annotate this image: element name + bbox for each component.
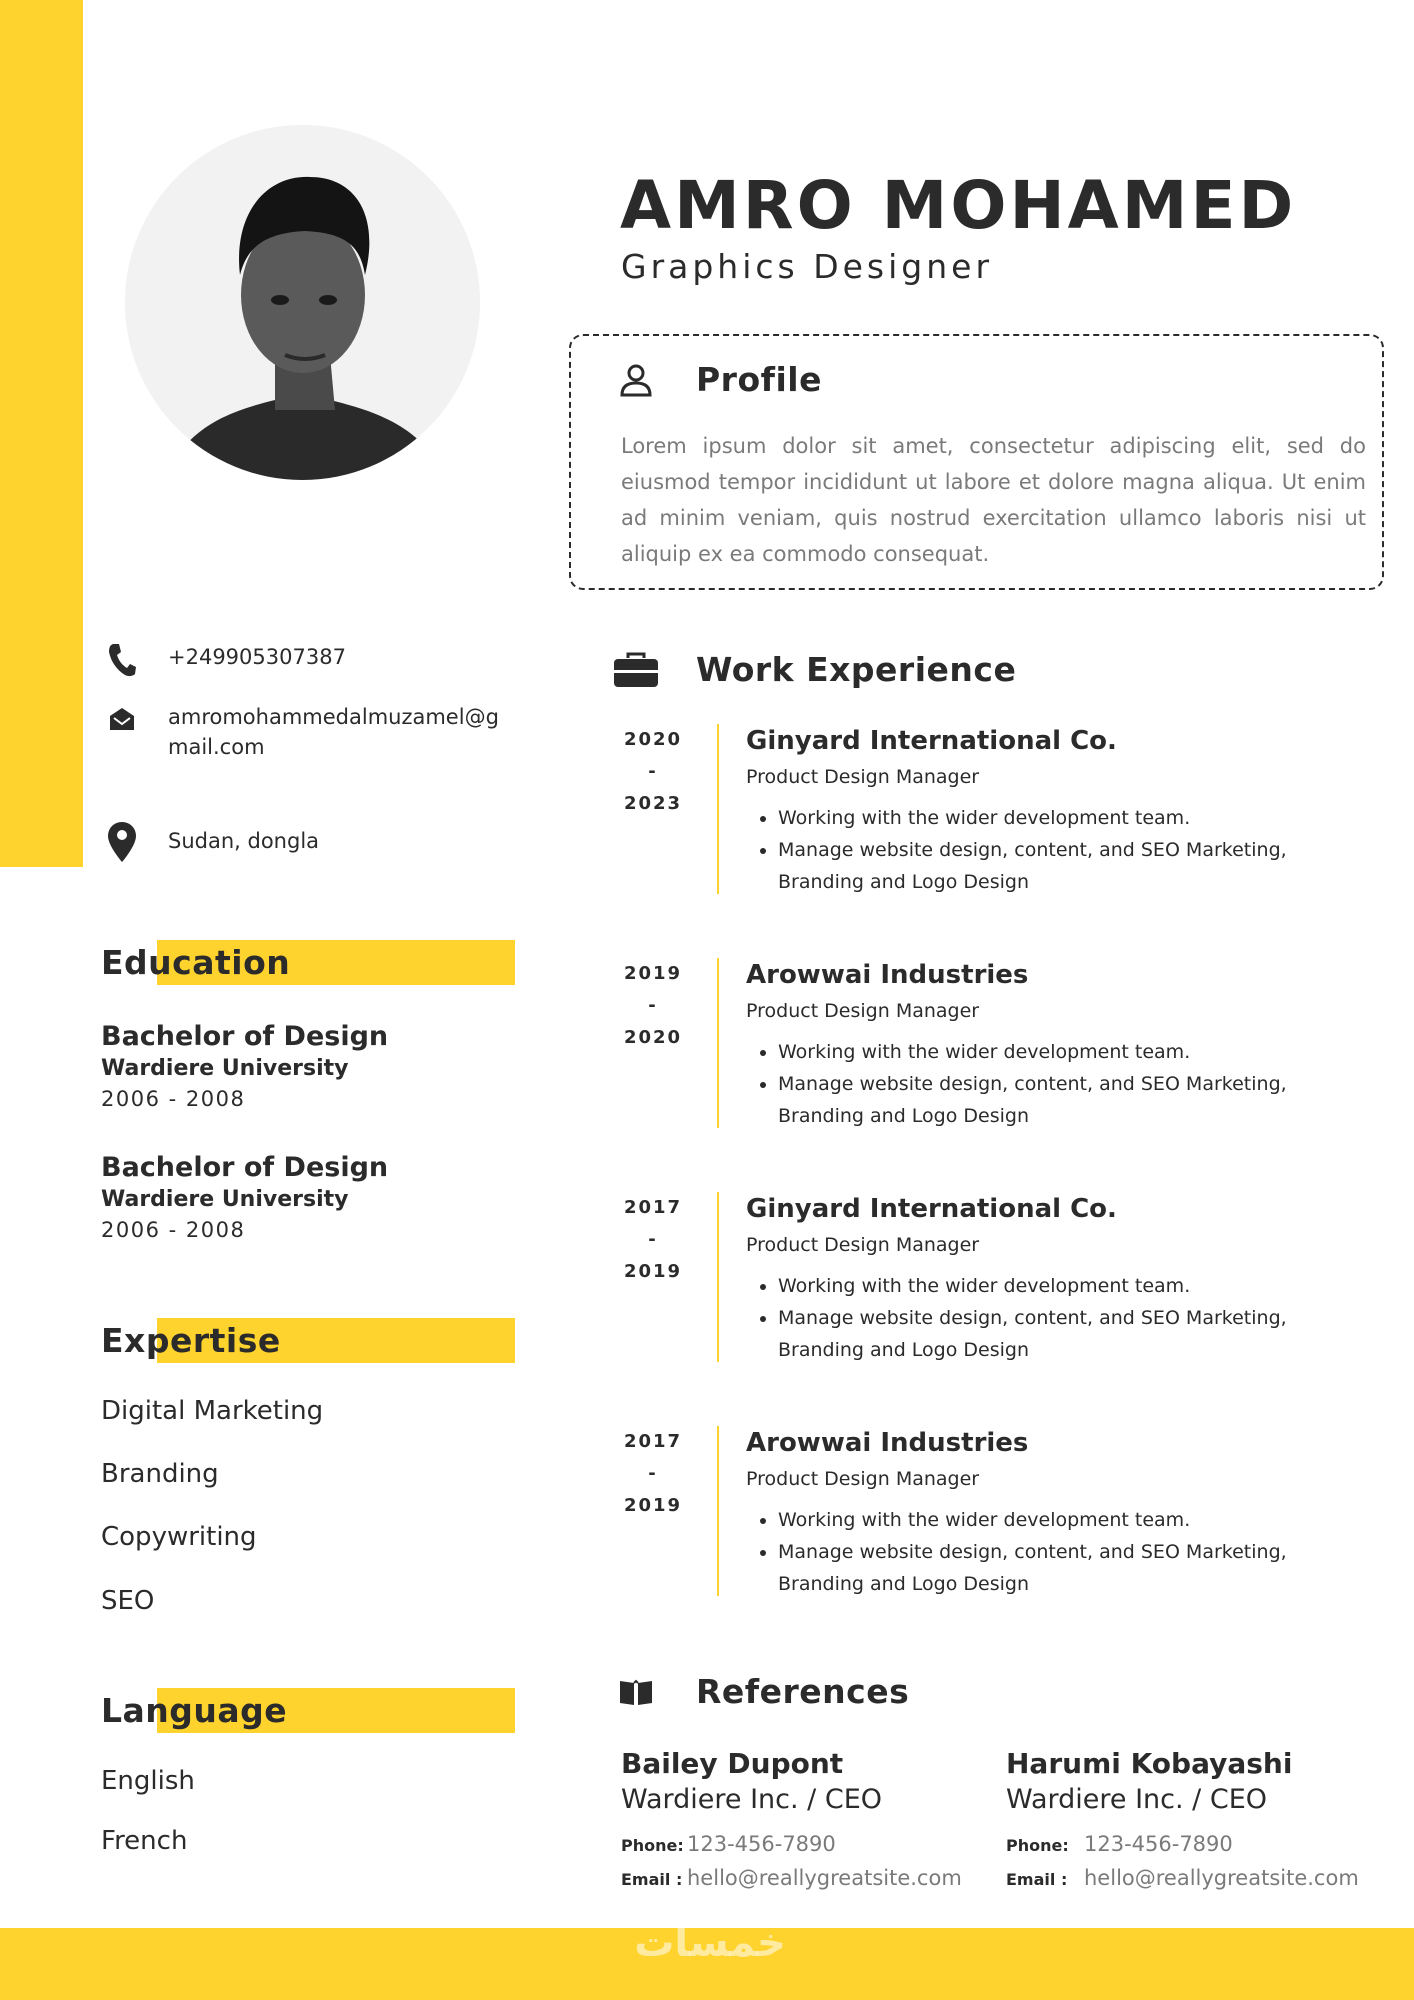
expertise-item: Branding [101, 1459, 219, 1489]
education-item [101, 1151, 501, 1245]
job-years [600, 1426, 706, 1522]
reference-phone: 123-456-7890 [1084, 1832, 1233, 1856]
expertise-title: Expertise [101, 1321, 281, 1360]
education-title: Education [101, 943, 291, 982]
location-pin-icon [104, 822, 140, 858]
job-separator: - [648, 1229, 658, 1250]
reference-email: hello@reallygreatsite.com [687, 1866, 962, 1890]
job-years [600, 1192, 706, 1288]
email-label: Email : [1006, 1870, 1068, 1889]
job-separator: - [648, 1463, 658, 1484]
degree: Bachelor of Design [101, 1021, 389, 1052]
contact-phone [104, 642, 528, 678]
profile-heading [612, 358, 822, 402]
position: Product Design Manager [746, 766, 980, 788]
user-icon [612, 360, 660, 400]
phone-label: Phone: [621, 1836, 684, 1855]
education-heading [101, 940, 515, 986]
person-role: Graphics Designer [621, 247, 994, 286]
profile-title: Profile [696, 360, 822, 399]
company: Arowwai Industries [746, 960, 1029, 990]
job-bullet: • Manage website design, content, and SEO Marketing, Branding and Logo Design [778, 1302, 1306, 1366]
company: Arowwai Industries [746, 1428, 1029, 1458]
school: Wardiere University [101, 1056, 349, 1081]
phone-icon [104, 642, 140, 678]
job-bullet: • Manage website design, content, and SEO Marketing, Branding and Logo Design [778, 1536, 1306, 1600]
reference-company: Wardiere Inc. / CEO [1006, 1784, 1268, 1815]
expertise-item: Digital Marketing [101, 1396, 324, 1426]
portrait-photo-icon [125, 125, 480, 480]
references-heading [612, 1670, 909, 1714]
expertise-item: Copywriting [101, 1522, 257, 1552]
reference-email: hello@reallygreatsite.com [1084, 1866, 1359, 1890]
briefcase-icon [612, 650, 660, 690]
job-end: 2019 [623, 1495, 683, 1516]
reference-card [1006, 1745, 1396, 1893]
job-start: 2017 [623, 1197, 683, 1218]
contact-email [104, 702, 518, 762]
profile-photo [125, 125, 480, 480]
reference-company: Wardiere Inc. / CEO [621, 1784, 883, 1815]
reference-card [621, 1745, 1001, 1893]
job-separator: - [648, 761, 658, 782]
job-start: 2017 [623, 1431, 683, 1452]
reference-phone: 123-456-7890 [687, 1832, 836, 1856]
timeline-line [717, 958, 719, 1128]
years: 2006 - 2008 [101, 1087, 246, 1111]
references-title: References [696, 1672, 910, 1711]
language-item: French [101, 1826, 188, 1856]
watermark: خمسات [634, 1920, 786, 1966]
position: Product Design Manager [746, 1468, 980, 1490]
timeline-line [717, 1192, 719, 1362]
job-years [600, 958, 706, 1054]
company: Ginyard International Co. [746, 1194, 1117, 1224]
job-separator: - [648, 995, 658, 1016]
company: Ginyard International Co. [746, 726, 1117, 756]
expertise-item: SEO [101, 1586, 155, 1616]
language-item: English [101, 1766, 195, 1796]
envelope-icon [104, 702, 140, 738]
language-heading [101, 1688, 515, 1734]
job-bullet: • Working with the wider development team. [778, 1504, 1306, 1536]
phone-number: +249905307387 [168, 645, 346, 669]
email-address: amromohammedalmuzamel@gmail.com [168, 705, 499, 759]
location-text: Sudan, dongla [168, 829, 320, 853]
job-start: 2020 [623, 729, 683, 750]
expertise-heading [101, 1318, 515, 1364]
work-heading [612, 648, 1016, 692]
phone-label: Phone: [1006, 1836, 1069, 1855]
position: Product Design Manager [746, 1234, 980, 1256]
job-years [600, 724, 706, 820]
timeline-line [717, 1426, 719, 1596]
work-title: Work Experience [696, 650, 1017, 689]
years: 2006 - 2008 [101, 1218, 246, 1242]
reference-name: Bailey Dupont [621, 1747, 844, 1780]
job-bullet: • Manage website design, content, and SEO Marketing, Branding and Logo Design [778, 1068, 1306, 1132]
job-end: 2023 [623, 793, 683, 814]
language-title: Language [101, 1691, 288, 1730]
job-bullet: • Manage website design, content, and SEO Marketing, Branding and Logo Design [778, 834, 1306, 898]
job-end: 2019 [623, 1261, 683, 1282]
timeline-line [717, 724, 719, 894]
school: Wardiere University [101, 1187, 349, 1212]
reference-name: Harumi Kobayashi [1006, 1747, 1293, 1780]
open-book-icon [612, 1672, 660, 1712]
position: Product Design Manager [746, 1000, 980, 1022]
person-name: AMRO MOHAMED [620, 167, 1297, 244]
email-label: Email : [621, 1870, 683, 1889]
job-bullet: • Working with the wider development team. [778, 802, 1306, 834]
education-item [101, 1020, 501, 1114]
job-start: 2019 [623, 963, 683, 984]
left-accent-bar [0, 0, 83, 867]
job-bullet: • Working with the wider development team. [778, 1270, 1306, 1302]
contact-location [104, 822, 528, 858]
job-end: 2020 [623, 1027, 683, 1048]
job-bullet: • Working with the wider development team. [778, 1036, 1306, 1068]
degree: Bachelor of Design [101, 1152, 389, 1183]
profile-text: Lorem ipsum dolor sit amet, consectetur adipiscing elit, sed do eiusmod tempor incididunt ut labore et dolore magna aliqua. Ut enim ad minim veniam, quis nostrud exercitation ullamco laboris nisi ut aliquip ex ea commodo consequat. [621, 434, 1366, 566]
